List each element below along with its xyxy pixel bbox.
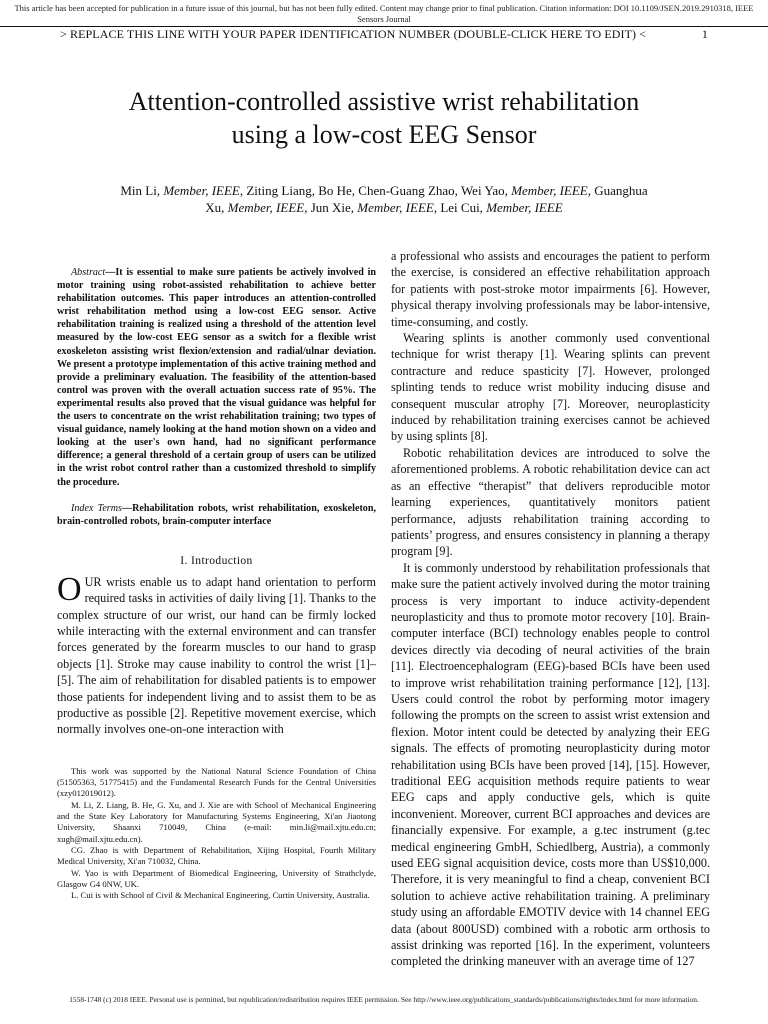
- body-paragraph: It is commonly understood by rehabilitation professionals that make sure the patient actively involved during the motor training process is very important to induce activity-dependent neuroplasticity and thus to promote motor recovery [10]. Brain-computer interface (BCI) technology enables people to control devices directly via decoding of neural activities of the brain [11]. Electroencephalogram (EEG)-based BCIs have been used to improve wrist rehabilitation training performance [12], [13]. Users could control the robot by performing motor imagery following the prompts on the screen to assist wrist extension and flexion. Motor intent could be detected by analyzing their EEG signals. The effects of promoting neuroplasticity during motor rehabilitation using BCIs have been proved [14], [15]. However, traditional EEG acquisition methods require patients to wear EEG caps and apply conductive gels, which is quite inconvenient. Moreover, current BCI approaches and devices are financially expensive. For example, a g.tec instrument (g.tec medical engineering GmbH, Schiedlberg, Austria), a commonly used EEG signal acquisition device, costs more than US$10,000. Therefore, it is very meaningful to find a cheap, convenient BCI solution to achieve active rehabilitation training. A preliminary study using an affordable EMOTIV device with 14 channel EEG data (about 800USD) combined with a robotic arm orthosis to assist drinking was reported [16]. In the experiment, volunteers completed the drinking maneuver with an average time of 127: [391, 560, 710, 969]
- abstract: [57, 266, 376, 489]
- author-membership: Member, IEEE: [227, 200, 305, 215]
- page-number: 1: [701, 27, 708, 41]
- author-membership: Member, IEEE,: [511, 183, 591, 198]
- abstract-body: —It is essential to make sure patients be actively involved in motor training using robot-assisted rehabilitation to achieve better rehabilitation outcomes. This paper introduces an attention-controlled wrist rehabilitation method using a low-cost EEG sensor. Active rehabilitation training is realized using a threshold of the attention level measured by the low-cost EEG sensor as a switch for a flexible wrist exoskeleton assisting wrist flexion/extension and radial/ulnar deviation. We present a prototype implementation of this active training method and provide a preliminary evaluation. The feasibility of the attention-based control was proven with the overall actuation success rate of 95%. The experimental results also proved that the visual guidance was helpful for the users to concentrate on the wrist rehabilitation training; two types of visual guidance, namely looking at the hand motion shown on a video and looking at the user's own hand, had no significant performance difference; a general threshold of a certain group of users can be utilized in the wrist robot control rather than a customized threshold to simplify the procedure.: [57, 267, 376, 488]
- author-text: Guanghua: [590, 183, 648, 198]
- footnote-affiliation-2: CG. Zhao is with Department of Rehabilitation, Xijing Hospital, Fourth Military Medical University, Xi'an 710032, China.: [57, 844, 376, 867]
- author-text: Min Li,: [120, 183, 164, 198]
- author-text: , Lei Cui,: [433, 200, 487, 215]
- right-column: [391, 248, 710, 970]
- footnote-affiliation-1: M. Li, Z. Liang, B. He, G. Xu, and J. Xie are with School of Mechanical Engineering and the State Key Laboratory for Manufacturing Systems Engineering, Xi'an Jiaotong University, Shaanxi 710049, China (e-mail: min.li@mail.xjtu.edu.cn; xugh@mail.xjtu.edu.cn).: [57, 799, 376, 844]
- index-terms-lead: Index Terms: [71, 502, 122, 514]
- index-terms-body: —Rehabilitation robots, wrist rehabilitation, exoskeleton, brain-controlled robots, brain-computer interface: [57, 502, 376, 527]
- footnote-funding: This work was supported by the National Natural Science Foundation of China (51505363, 51775415) and the Fundamental Research Funds for the Central Universities (xzy012019012).: [57, 765, 376, 799]
- left-column: [57, 248, 376, 901]
- intro-text: UR wrists enable us to adapt hand orientation to perform required tasks in activities of daily living [1]. Thanks to the complex structure of our wrist, our hand can be firmly locked while interacting with the external environment and can transfer forces generated by the forearm muscles to our hand to grasp objects [1]. Stroke may cause inability to control the wrist [1]–[5]. The aim of rehabilitation for disabled patients is to empower those patients for independent living and to assist them to be as productive as possible [2]. Repetitive movement exercise, which normally involves one-on-one interaction with: [57, 574, 376, 737]
- author-membership: Member, IEEE: [357, 200, 434, 215]
- author-list: [90, 182, 678, 216]
- author-text: Xu,: [205, 200, 228, 215]
- section-heading-introduction: I. Introduction: [180, 554, 253, 567]
- copyright-notice: 1558-1748 (c) 2018 IEEE. Personal use is permitted, but republication/redistribution requires IEEE permission. See http://www.ieee.org/publications_standards/publications/rights/index.html for more information.: [69, 995, 699, 1004]
- introduction-paragraph: [57, 570, 376, 738]
- paper-title: [60, 85, 708, 151]
- index-terms: [57, 502, 376, 528]
- footnote: [57, 766, 376, 902]
- title-line-2: using a low-cost EEG Sensor: [231, 120, 537, 149]
- authors-line-2: [90, 199, 678, 216]
- body-paragraph: a professional who assists and encourages the patient to perform the exercise, is considered an effective rehabilitation approach for patients with post-stroke motor impairments [6]. However, physical therapy involving professionals may be labor-intensive, time-consuming, and costly.: [391, 249, 710, 329]
- body-paragraph: Wearing splints is another commonly used conventional technique for wrist therapy [1]. Wearing splints can prevent contracture and reduce spasticity [7]. However, prolonged splinting tends to reduce wrist mobility inducing disuse and consequent muscular atrophy [7]. Moreover, neuroplasticity induced by rehabilitation training exercises cannot be achieved by using splints [8].: [391, 331, 710, 444]
- author-membership: Member, IEEE: [163, 183, 240, 198]
- footnote-affiliation-4: L. Cui is with School of Civil & Mechanical Engineering, Curtin University, Australia.: [71, 890, 370, 901]
- author-text: , Ziting Liang, Bo He, Chen-Guang Zhao, Wei Yao,: [239, 183, 512, 198]
- title-line-1: Attention-controlled assistive wrist rehabilitation: [128, 87, 640, 116]
- publication-notice: This article has been accepted for publication in a future issue of this journal, but has not been fully edited. Content may change prior to final publication. Citation information: DOI 10.1109/JSEN.2019.2910318, IEEE Sensors Journal: [14, 3, 754, 24]
- body-paragraph: Robotic rehabilitation devices are introduced to solve the aforementioned problems. A robotic rehabilitation device can act as an effective “therapist” that delivers reproducible motor learning experiences, quantitatively monitors patient performance, adjusts rehabilitation training according to patients’ progress, and ensures consistency in planning a therapy program [9].: [391, 445, 710, 559]
- abstract-lead: Abstract: [71, 267, 106, 278]
- authors-line-1: [90, 182, 678, 199]
- paper-id-placeholder: > REPLACE THIS LINE WITH YOUR PAPER IDENTIFICATION NUMBER (DOUBLE-CLICK HERE TO EDIT) <: [60, 27, 647, 41]
- running-header: [0, 26, 768, 39]
- author-text: , Jun Xie,: [304, 200, 358, 215]
- author-membership: Member, IEEE: [486, 200, 563, 215]
- footnote-affiliation-3: W. Yao is with Department of Biomedical Engineering, University of Strathclyde, Glasgow G4 0NW, UK.: [57, 867, 376, 889]
- drop-cap: O: [57, 570, 82, 608]
